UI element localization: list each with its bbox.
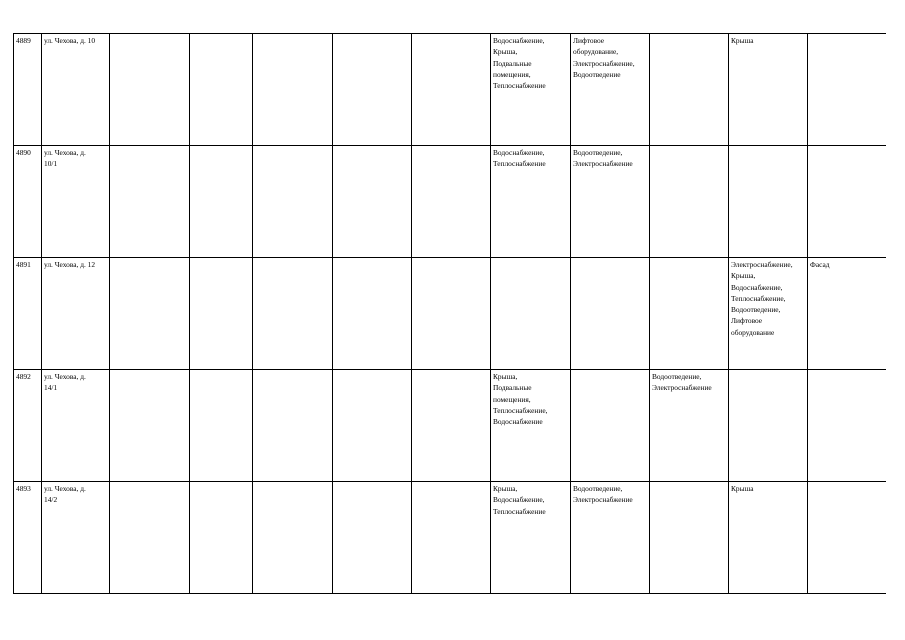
table-cell: Электроснабжение, Крыша, Водоснабжение, Теплоснабжение, Водоотведение, Лифтовое оборудование — [729, 258, 808, 370]
address-cell: ул. Чехова, д. 10/1 — [42, 146, 110, 258]
row-number-cell: 4891 — [14, 258, 42, 370]
table-cell — [253, 370, 333, 482]
row-number-cell: 4890 — [14, 146, 42, 258]
table-cell — [808, 34, 886, 146]
table-row — [14, 482, 886, 594]
table-cell: Фасад — [808, 258, 886, 370]
table-cell — [650, 34, 729, 146]
table-cell — [190, 146, 253, 258]
table-cell — [333, 482, 412, 594]
table-cell — [571, 370, 650, 482]
table-cell: Водоотведение, Электроснабжение — [571, 482, 650, 594]
table-cell — [571, 258, 650, 370]
address-cell: ул. Чехова, д. 14/1 — [42, 370, 110, 482]
table-row — [14, 34, 886, 146]
row-number-cell: 4889 — [14, 34, 42, 146]
table-cell: Крыша — [729, 34, 808, 146]
table-cell — [253, 258, 333, 370]
table-row — [14, 258, 886, 370]
table-cell — [650, 482, 729, 594]
table-cell — [808, 482, 886, 594]
table-cell — [412, 34, 491, 146]
table-cell — [110, 146, 190, 258]
table-cell — [808, 146, 886, 258]
table-cell — [190, 258, 253, 370]
table-cell — [412, 258, 491, 370]
table-cell — [190, 34, 253, 146]
table-cell — [110, 482, 190, 594]
table-cell: Водоотведение, Электроснабжение — [650, 370, 729, 482]
table-cell — [412, 482, 491, 594]
table-cell — [110, 370, 190, 482]
table-cell — [333, 146, 412, 258]
row-number-cell: 4893 — [14, 482, 42, 594]
row-number-cell: 4892 — [14, 370, 42, 482]
table-cell — [650, 258, 729, 370]
table-cell — [110, 258, 190, 370]
table-cell — [190, 370, 253, 482]
table-cell: Водоотведение, Электроснабжение — [571, 146, 650, 258]
table-cell — [491, 258, 571, 370]
table-cell — [412, 370, 491, 482]
register-table — [13, 33, 886, 594]
table-cell — [110, 34, 190, 146]
address-cell: ул. Чехова, д. 14/2 — [42, 482, 110, 594]
address-cell: ул. Чехова, д. 10 — [42, 34, 110, 146]
table-row — [14, 146, 886, 258]
table-cell: Лифтовое оборудование, Электроснабжение, Водоотведение — [571, 34, 650, 146]
table-cell — [253, 482, 333, 594]
table-cell — [729, 370, 808, 482]
address-cell: ул. Чехова, д. 12 — [42, 258, 110, 370]
table-cell — [412, 146, 491, 258]
table-cell: Водоснабжение, Теплоснабжение — [491, 146, 571, 258]
table-cell: Крыша — [729, 482, 808, 594]
table-cell — [333, 34, 412, 146]
table-cell — [253, 34, 333, 146]
table-cell — [729, 146, 808, 258]
table-cell — [808, 370, 886, 482]
table-cell: Водоснабжение, Крыша, Подвальные помещения, Теплоснабжение — [491, 34, 571, 146]
table-cell: Крыша, Водоснабжение, Теплоснабжение — [491, 482, 571, 594]
table-cell — [253, 146, 333, 258]
table-cell — [333, 258, 412, 370]
table-row — [14, 370, 886, 482]
table-cell — [333, 370, 412, 482]
table-cell — [650, 146, 729, 258]
table-cell: Крыша, Подвальные помещения, Теплоснабжение, Водоснабжение — [491, 370, 571, 482]
table-cell — [190, 482, 253, 594]
